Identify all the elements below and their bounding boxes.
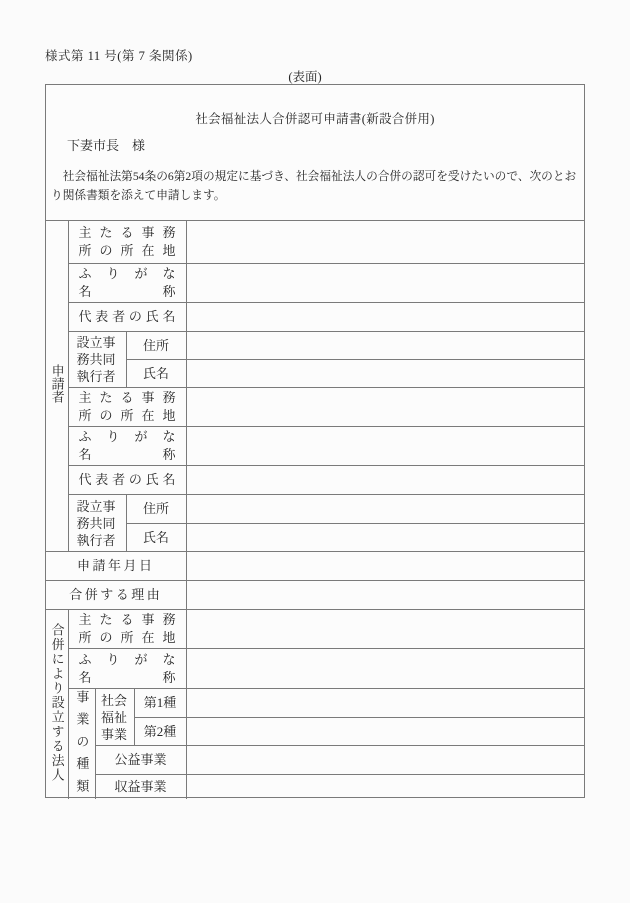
applicant2-office-address-label-line2: 所の所在地	[78, 408, 176, 423]
new-corporation-group-label-cell	[46, 610, 68, 799]
application-date-label-cell	[46, 552, 186, 581]
applicant2-office-address-value	[186, 388, 584, 427]
applicant2-executor-name-label-cell	[126, 524, 186, 552]
new-corporation-group-label: 合併により設立する法人	[49, 622, 65, 781]
body-paragraph	[51, 167, 581, 205]
applicant-group-label-cell	[46, 221, 68, 552]
addressee: 下妻市長 様	[67, 138, 146, 153]
class1-value	[186, 689, 584, 718]
applicant1-representative-label: 代表者の氏名	[78, 309, 176, 324]
profit-business-label-cell	[95, 775, 186, 799]
merger-reason-label-cell	[46, 581, 186, 610]
business-type-group-label: 事業の種類	[74, 690, 90, 793]
applicant2-representative-label-cell	[68, 466, 186, 495]
form-number: 様式第 11 号(第 7 条関係)	[45, 49, 193, 63]
applicant2-joint-executor-label-cell	[68, 495, 126, 552]
applicant1-executor-name-value	[186, 360, 584, 388]
applicant2-representative-value	[186, 466, 584, 495]
applicant-group-label: 申請者	[49, 364, 65, 403]
applicant1-executor-address-value	[186, 332, 584, 360]
applicant1-representative-value	[186, 303, 584, 332]
applicant1-executor-name-label: 氏名	[143, 365, 170, 381]
applicant1-furigana-label: ふりがな	[78, 266, 176, 281]
applicant1-name-label: 名称	[78, 284, 176, 299]
applicant1-representative-label-cell	[68, 303, 186, 332]
side-label: (表面)	[288, 70, 322, 84]
applicant2-name-label: 名称	[78, 447, 176, 462]
class2-value	[186, 718, 584, 746]
profit-business-value	[186, 775, 584, 799]
applicant2-executor-address-value	[186, 495, 584, 524]
public-interest-business-value	[186, 746, 584, 775]
newcorp-office-address-label-line1: 主たる事務	[78, 612, 176, 627]
application-form-table	[46, 220, 584, 799]
applicant1-executor-address-label: 住所	[143, 337, 170, 353]
newcorp-name-label-cell	[68, 649, 186, 689]
applicant1-name-label-cell	[68, 264, 186, 303]
application-date-value	[186, 552, 584, 581]
applicant2-office-address-label-line1: 主たる事務	[78, 390, 176, 405]
applicant1-office-address-label-cell	[68, 221, 186, 264]
applicant1-office-address-value	[186, 221, 584, 264]
applicant2-representative-label: 代表者の氏名	[78, 472, 176, 487]
applicant2-office-address-label-cell	[68, 388, 186, 427]
applicant1-office-address-label-line1: 主たる事務	[78, 225, 176, 240]
newcorp-office-address-value	[186, 610, 584, 649]
newcorp-name-value	[186, 649, 584, 689]
applicant1-office-address-label-line2: 所の所在地	[78, 243, 176, 258]
merger-reason-label: 合併する理由	[69, 587, 163, 602]
form-outer-box	[45, 84, 585, 798]
application-date-label: 申請年月日	[77, 558, 155, 573]
document-title: 社会福祉法人合併認可申請書(新設合併用)	[195, 112, 435, 126]
newcorp-office-address-label-line2: 所の所在地	[78, 630, 176, 645]
applicant2-name-label-cell	[68, 427, 186, 466]
class1-label-cell	[134, 689, 186, 718]
applicant2-furigana-label: ふりがな	[78, 429, 176, 444]
applicant2-name-value	[186, 427, 584, 466]
applicant1-executor-address-label-cell	[126, 332, 186, 360]
social-welfare-business-label: 社会福祉事業	[101, 692, 128, 742]
applicant2-joint-executor-label: 設立事務共同執行者	[76, 498, 116, 548]
applicant1-joint-executor-label-cell	[68, 332, 126, 388]
applicant2-executor-address-label: 住所	[143, 501, 170, 516]
body-line-2: り関係書類を添えて申請します。	[51, 189, 226, 202]
public-interest-business-label: 公益事業	[114, 752, 167, 767]
merger-reason-value	[186, 581, 584, 610]
newcorp-furigana-label: ふりがな	[78, 651, 176, 667]
applicant2-executor-address-label-cell	[126, 495, 186, 524]
social-welfare-business-label-cell	[95, 689, 134, 746]
applicant2-executor-name-value	[186, 524, 584, 552]
class1-label: 第1種	[143, 695, 177, 710]
class2-label-cell	[134, 718, 186, 746]
class2-label: 第2種	[143, 723, 177, 739]
applicant2-executor-name-label: 氏名	[143, 529, 170, 545]
applicant1-joint-executor-label: 設立事務共同執行者	[76, 335, 116, 384]
applicant1-name-value	[186, 264, 584, 303]
profit-business-label: 収益事業	[114, 778, 167, 794]
newcorp-office-address-label-cell	[68, 610, 186, 649]
body-line-1: 社会福祉法第54条の6第2項の規定に基づき、社会福祉法人の合併の認可を受けたいので、次のとお	[51, 170, 577, 183]
newcorp-name-label: 名称	[78, 669, 176, 685]
business-type-group-label-cell	[68, 689, 95, 799]
applicant1-executor-name-label-cell	[126, 360, 186, 388]
public-interest-business-label-cell	[95, 746, 186, 775]
